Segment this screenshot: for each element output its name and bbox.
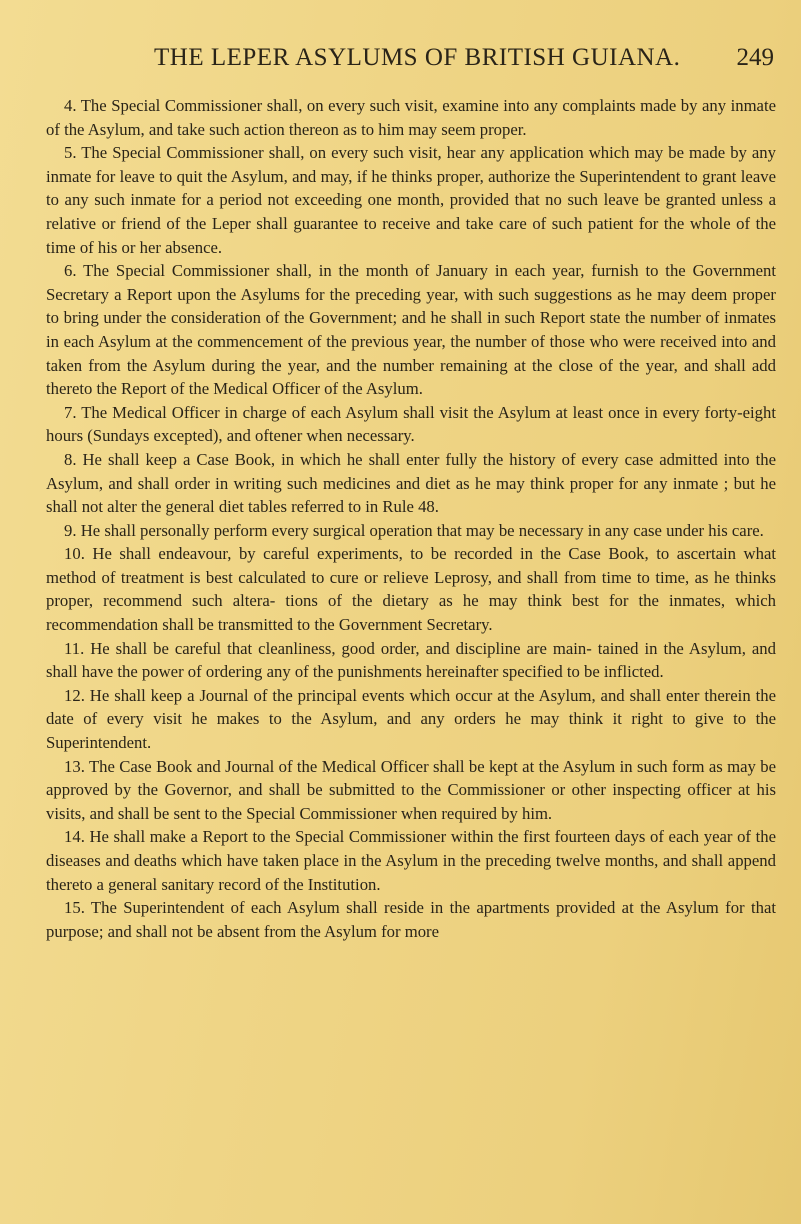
- page-number: 249: [736, 44, 774, 71]
- rule-6: 6. The Special Commissioner shall, in the month of January in each year, furnish to the Government Secretary a Report upon the Asylums for the preceding year, with such suggestions as he may deem proper to bring under the consideration of the Government; and he shall in such Report state the number of inmates in each Asylum at the commencement of the previous year, the number of those who were received into and taken from the Asylum during the year, and the number remaining at the close of the year, and shall add thereto the Report of the Medical Officer of the Asylum.: [46, 261, 776, 399]
- rule-12: 12. He shall keep a Journal of the principal events which occur at the Asylum, and shall enter therein the date of every visit he makes to the Asylum, and any orders he may think it right to give to the Superintendent.: [46, 685, 776, 753]
- rule-7: 7. The Medical Officer in charge of each Asylum shall visit the Asylum at least once in every forty-eight hours (Sundays excepted), and oftener when necessary.: [46, 402, 776, 446]
- rule-8: 8. He shall keep a Case Book, in which he shall enter fully the history of every case admitted into the Asylum, and shall order in writing such medicines and diet as he may think proper for any inmate ; but he shall not alter the general diet tables referred to in Rule 48.: [46, 449, 776, 517]
- rule-10: 10. He shall endeavour, by careful experiments, to be recorded in the Case Book, to ascertain what method of treatment is best calculated to cure or relieve Leprosy, and shall from time to time, as he thinks proper, recommend such altera- tions of the dietary as he may think best for the inmates, which recommendation shall be transmitted to the Government Secretary.: [46, 544, 776, 635]
- rule-9: 9. He shall personally perform every surgical operation that may be necessary in any case under his care.: [64, 520, 764, 540]
- rule-14: 14. He shall make a Report to the Special Commissioner within the first fourteen days of each year of the diseases and deaths which have taken place in the Asylum in the preceding twelve months, and shall append thereto a general sanitary record of the Institution.: [46, 827, 776, 894]
- rule-11: 11. He shall be careful that cleanliness, good order, and discipline are main- tained in the Asylum, and shall have the power of ordering any of the punishments hereinafter specified to be inflicted.: [46, 638, 776, 682]
- rule-15: 15. The Superintendent of each Asylum shall reside in the apartments provided at the Asylum for that purpose; and shall not be absent from the Asylum for more: [46, 898, 776, 941]
- running-head: [46, 44, 776, 80]
- rule-4: 4. The Special Commissioner shall, on every such visit, examine into any complaints made by any inmate of the Asylum, and take such action thereon as to him may seem proper.: [46, 96, 776, 139]
- running-title: THE LEPER ASYLUMS OF BRITISH GUIANA.: [154, 44, 681, 71]
- document-page: [46, 44, 776, 943]
- body-text: [46, 94, 776, 943]
- rule-5: 5. The Special Commissioner shall, on every such visit, hear any application which may be made by any inmate for leave to quit the Asylum, and may, if he thinks proper, authorize the Superintendent to grant leave to any such inmate for a period not exceeding one month, provided that no such leave be granted unless a relative or friend of the Leper shall guarantee to receive and take care of such patient for the whole of the time of his or her absence.: [46, 143, 776, 257]
- rule-13: 13. The Case Book and Journal of the Medical Officer shall be kept at the Asylum in such form as may be approved by the Governor, and shall be submitted to the Commissioner or other inspecting officer at his visits, and shall be sent to the Special Commissioner when required by him.: [46, 756, 776, 823]
